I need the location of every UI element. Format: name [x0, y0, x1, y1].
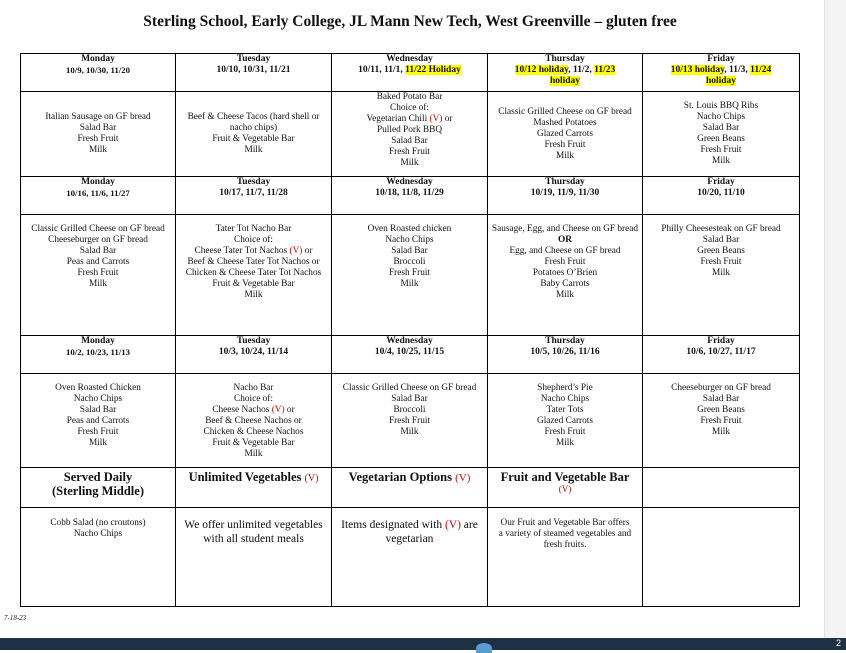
week1-wednesday-header: Wednesday 10/11, 11/1, 11/22 Holiday — [332, 54, 488, 92]
fruit-bar-note: Our Fruit and Vegetable Bar offers a variety of steamed vegetables and fresh fruits. — [488, 508, 643, 607]
served-daily-note: Cobb Salad (no croutons) Nacho Chips — [21, 508, 176, 607]
week2-friday-header: Friday 10/20, 11/10 — [643, 177, 800, 215]
page-title: Sterling School, Early College, JL Mann New Tech, West Greenville – gluten free — [143, 13, 677, 30]
unlimited-vegetables-label: Unlimited Vegetables (V) — [176, 468, 332, 508]
week3-thursday-header: Thursday 10/5, 10/26, 11/16 — [488, 336, 643, 374]
taskbar-app-icon[interactable] — [476, 643, 492, 653]
week2-friday-menu: Philly Cheesesteak on GF bread Salad Bar Green Beans Fresh Fruit Milk — [643, 215, 800, 336]
vegetarian-options-label: Vegetarian Options (V) — [332, 468, 488, 508]
week1-thursday-header: Thursday 10/12 holiday, 11/2, 11/23 holiday — [488, 54, 643, 92]
unlimited-vegetables-note: We offer unlimited vegetables with all student meals — [176, 508, 332, 607]
week1-tuesday-menu: Beef & Cheese Tacos (hard shell or nacho chips) Fruit & Vegetable Bar Milk — [176, 92, 332, 177]
week2-header-row — [21, 177, 800, 215]
week1-friday-header: Friday 10/13 holiday, 11/3, 11/24 holiday — [643, 54, 800, 92]
empty-note-cell — [643, 508, 800, 607]
week1-thursday-menu: Classic Grilled Cheese on GF bread Mashed Potatoes Glazed Carrots Fresh Fruit Milk — [488, 92, 643, 177]
taskbar — [0, 638, 846, 650]
week1-monday-menu: Italian Sausage on GF bread Salad Bar Fresh Fruit Milk — [21, 92, 176, 177]
week2-tuesday-header: Tuesday 10/17, 11/7, 11/28 — [176, 177, 332, 215]
week3-friday-menu: Cheeseburger on GF bread Salad Bar Green Beans Fresh Fruit Milk — [643, 374, 800, 468]
week1-menu-row — [21, 92, 800, 177]
served-daily-label: Served Daily (Sterling Middle) — [21, 468, 176, 508]
week2-monday-menu: Classic Grilled Cheese on GF bread Cheeseburger on GF bread Salad Bar Peas and Carrots Fresh Fruit Milk — [21, 215, 176, 336]
week1-wednesday-menu: Baked Potato Bar Choice of: Vegetarian Chili (V) or Pulled Pork BBQ Salad Bar Fresh Fruit Milk — [332, 92, 488, 177]
week2-wednesday-header: Wednesday 10/18, 11/8, 11/29 — [332, 177, 488, 215]
vegetarian-options-note: Items designated with (V) are vegetarian — [332, 508, 488, 607]
week3-tuesday-header: Tuesday 10/3, 10/24, 11/14 — [176, 336, 332, 374]
taskbar-number: 2 — [836, 638, 842, 648]
footer-date: 7-18-23 — [4, 614, 27, 622]
week3-tuesday-menu: Nacho Bar Choice of: Cheese Nachos (V) or Beef & Cheese Nachos or Chicken & Cheese Nachos Fruit & Vegetable Bar Milk — [176, 374, 332, 468]
week3-menu-row — [21, 374, 800, 468]
fruit-vegetable-bar-label: Fruit and Vegetable Bar (V) — [488, 468, 643, 508]
week2-monday-header: Monday 10/16, 11/6, 11/27 — [21, 177, 176, 215]
week3-header-row — [21, 336, 800, 374]
info-label-row — [21, 468, 800, 508]
week3-wednesday-header: Wednesday 10/4, 10/25, 11/15 — [332, 336, 488, 374]
week2-thursday-header: Thursday 10/19, 11/9, 11/30 — [488, 177, 643, 215]
week1-friday-menu: St. Louis BBQ Ribs Nacho Chips Salad Bar Green Beans Fresh Fruit Milk — [643, 92, 800, 177]
empty-label-cell — [643, 468, 800, 508]
week3-monday-header: Monday 10/2, 10/23, 11/13 — [21, 336, 176, 374]
week1-header-row — [21, 54, 800, 92]
week2-menu-row — [21, 215, 800, 336]
week1-monday-header: Monday 10/9, 10/30, 11/20 — [21, 54, 176, 92]
week2-thursday-menu: Sausage, Egg, and Cheese on GF bread OR Egg, and Cheese on GF bread Fresh Fruit Potatoes O’Brien Baby Carrots Milk — [488, 215, 643, 336]
week1-tuesday-header: Tuesday 10/10, 10/31, 11/21 — [176, 54, 332, 92]
menu-table — [20, 53, 800, 607]
page-margin — [824, 0, 846, 650]
week3-friday-header: Friday 10/6, 10/27, 11/17 — [643, 336, 800, 374]
info-note-row — [21, 508, 800, 607]
week2-tuesday-menu: Tater Tot Nacho Bar Choice of: Cheese Tater Tot Nachos (V) or Beef & Cheese Tater Tot Nachos or Chicken & Cheese Tater Tot Nachos Fruit & Vegetable Bar Milk — [176, 215, 332, 336]
week3-monday-menu: Oven Roasted Chicken Nacho Chips Salad Bar Peas and Carrots Fresh Fruit Milk — [21, 374, 176, 468]
week3-wednesday-menu: Classic Grilled Cheese on GF bread Salad Bar Broccoli Fresh Fruit Milk — [332, 374, 488, 468]
week3-thursday-menu: Shepherd’s Pie Nacho Chips Tater Tots Glazed Carrots Fresh Fruit Milk — [488, 374, 643, 468]
week2-wednesday-menu: Oven Roasted chicken Nacho Chips Salad Bar Broccoli Fresh Fruit Milk — [332, 215, 488, 336]
